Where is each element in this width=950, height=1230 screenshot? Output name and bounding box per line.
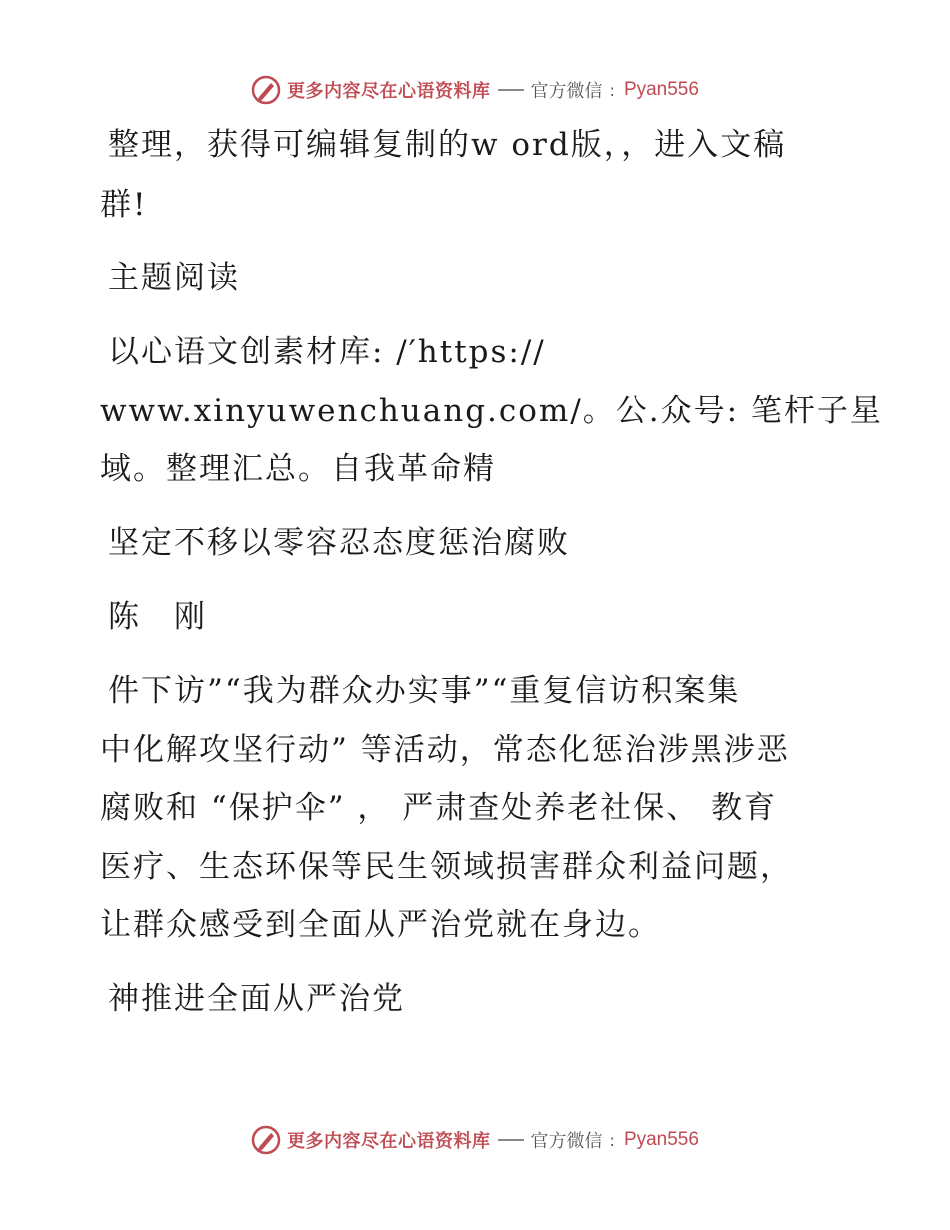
body-line: 坚定不移以零容忍态度惩治腐败: [108, 525, 570, 561]
header-banner: [0, 70, 950, 110]
body-line: 中化解攻坚行动” 等活动，常态化惩治涉黑涉恶: [100, 732, 790, 768]
body-line: 医疗、生态环保等民生领域损害群众利益问题，: [100, 849, 793, 885]
body-line: 整理，获得可编辑复制的w ord版，，进入文稿: [108, 127, 787, 163]
body-line: 件下访”“我为群众办实事”“重复信访积案集: [108, 673, 741, 709]
body-line: 以心语文创素材库: /′https://: [108, 334, 546, 370]
body-line: 让群众感受到全面从严治党就在身边。: [100, 907, 661, 943]
footer-library-text: 更多内容尽在心语资料库: [287, 1131, 491, 1152]
body-line: www.xinyuwenchuang.com/。公.众号: 笔杆子星: [100, 393, 883, 429]
pen-logo-icon: [251, 1125, 281, 1155]
body-line: 腐败和 “保护伞” ， 严肃查处养老社保、 教育: [100, 790, 778, 826]
body-line: 主题阅读: [108, 260, 240, 296]
pen-logo-icon: [251, 75, 281, 105]
body-line: 域。整理汇总。自我革命精: [100, 451, 496, 487]
header-library-text: 更多内容尽在心语资料库: [287, 81, 491, 102]
footer-dash: [498, 1139, 524, 1141]
author-name: 陈 刚: [108, 599, 207, 635]
header-wechat-id: Pyan556: [623, 79, 699, 100]
header-wechat-label: 官方微信: [530, 81, 603, 102]
body-line: 神推进全面从严治党: [108, 981, 405, 1017]
footer-wechat-label: 官方微信: [530, 1131, 603, 1152]
header-dash: [498, 89, 524, 91]
header-colon: :: [609, 80, 615, 100]
footer-wechat-id: Pyan556: [623, 1129, 699, 1150]
footer-colon: :: [609, 1130, 615, 1150]
footer-banner: [0, 1120, 950, 1160]
body-line: 群!: [100, 187, 148, 223]
